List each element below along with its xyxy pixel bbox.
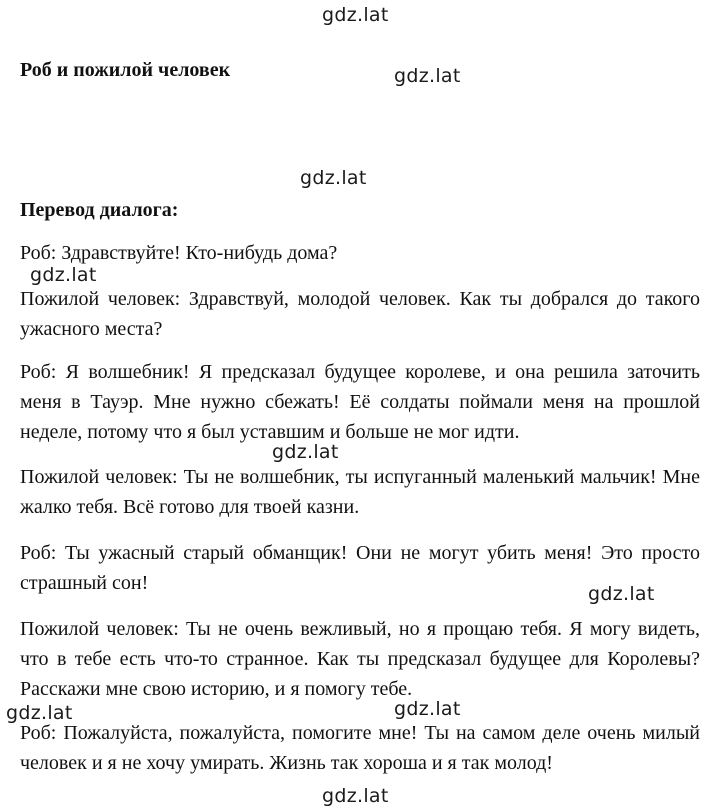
- section-heading: Перевод диалога:: [20, 199, 179, 221]
- watermark-text: gdz.lat: [322, 4, 389, 26]
- watermark-text: gdz.lat: [394, 698, 461, 720]
- watermark-text: gdz.lat: [272, 441, 339, 463]
- watermark-text: gdz.lat: [588, 583, 655, 605]
- dialogue-line: Роб: Ты ужасный старый обманщик! Они не могут убить меня! Это просто страшный сон!: [20, 542, 700, 594]
- watermark-text: gdz.lat: [30, 264, 97, 286]
- watermark-text: gdz.lat: [6, 702, 73, 724]
- watermark-text: gdz.lat: [300, 167, 367, 189]
- dialogue-line: Роб: Пожалуйста, пожалуйста, помогите мне! Ты на самом деле очень милый человек и я не хочу умирать. Жизнь так хороша и я так молод!: [20, 722, 700, 774]
- page-title: Роб и пожилой человек: [20, 59, 231, 81]
- dialogue-line: Роб: Здравствуйте! Кто-нибудь дома?: [20, 242, 338, 264]
- dialogue-line: Роб: Я волшебник! Я предсказал будущее королеве, и она решила заточить меня в Тауэр. Мне нужно сбежать! Её солдаты поймали меня на прошлой неделе, потому что я был уставшим и больше не мог идти.: [20, 361, 700, 443]
- dialogue-line: Пожилой человек: Ты не волшебник, ты испуганный маленький мальчик! Мне жалко тебя. Всё готово для твоей казни.: [20, 466, 700, 518]
- dialogue-line: Пожилой человек: Здравствуй, молодой человек. Как ты добрался до такого ужасного места?: [20, 288, 700, 340]
- watermark-text: gdz.lat: [394, 65, 461, 87]
- watermark-text: gdz.lat: [322, 785, 389, 807]
- dialogue-line: Пожилой человек: Ты не очень вежливый, но я прощаю тебя. Я могу видеть, что в тебе есть что-то странное. Как ты предсказал будущее для Королевы? Расскажи мне свою историю, и я помогу тебе.: [20, 618, 700, 700]
